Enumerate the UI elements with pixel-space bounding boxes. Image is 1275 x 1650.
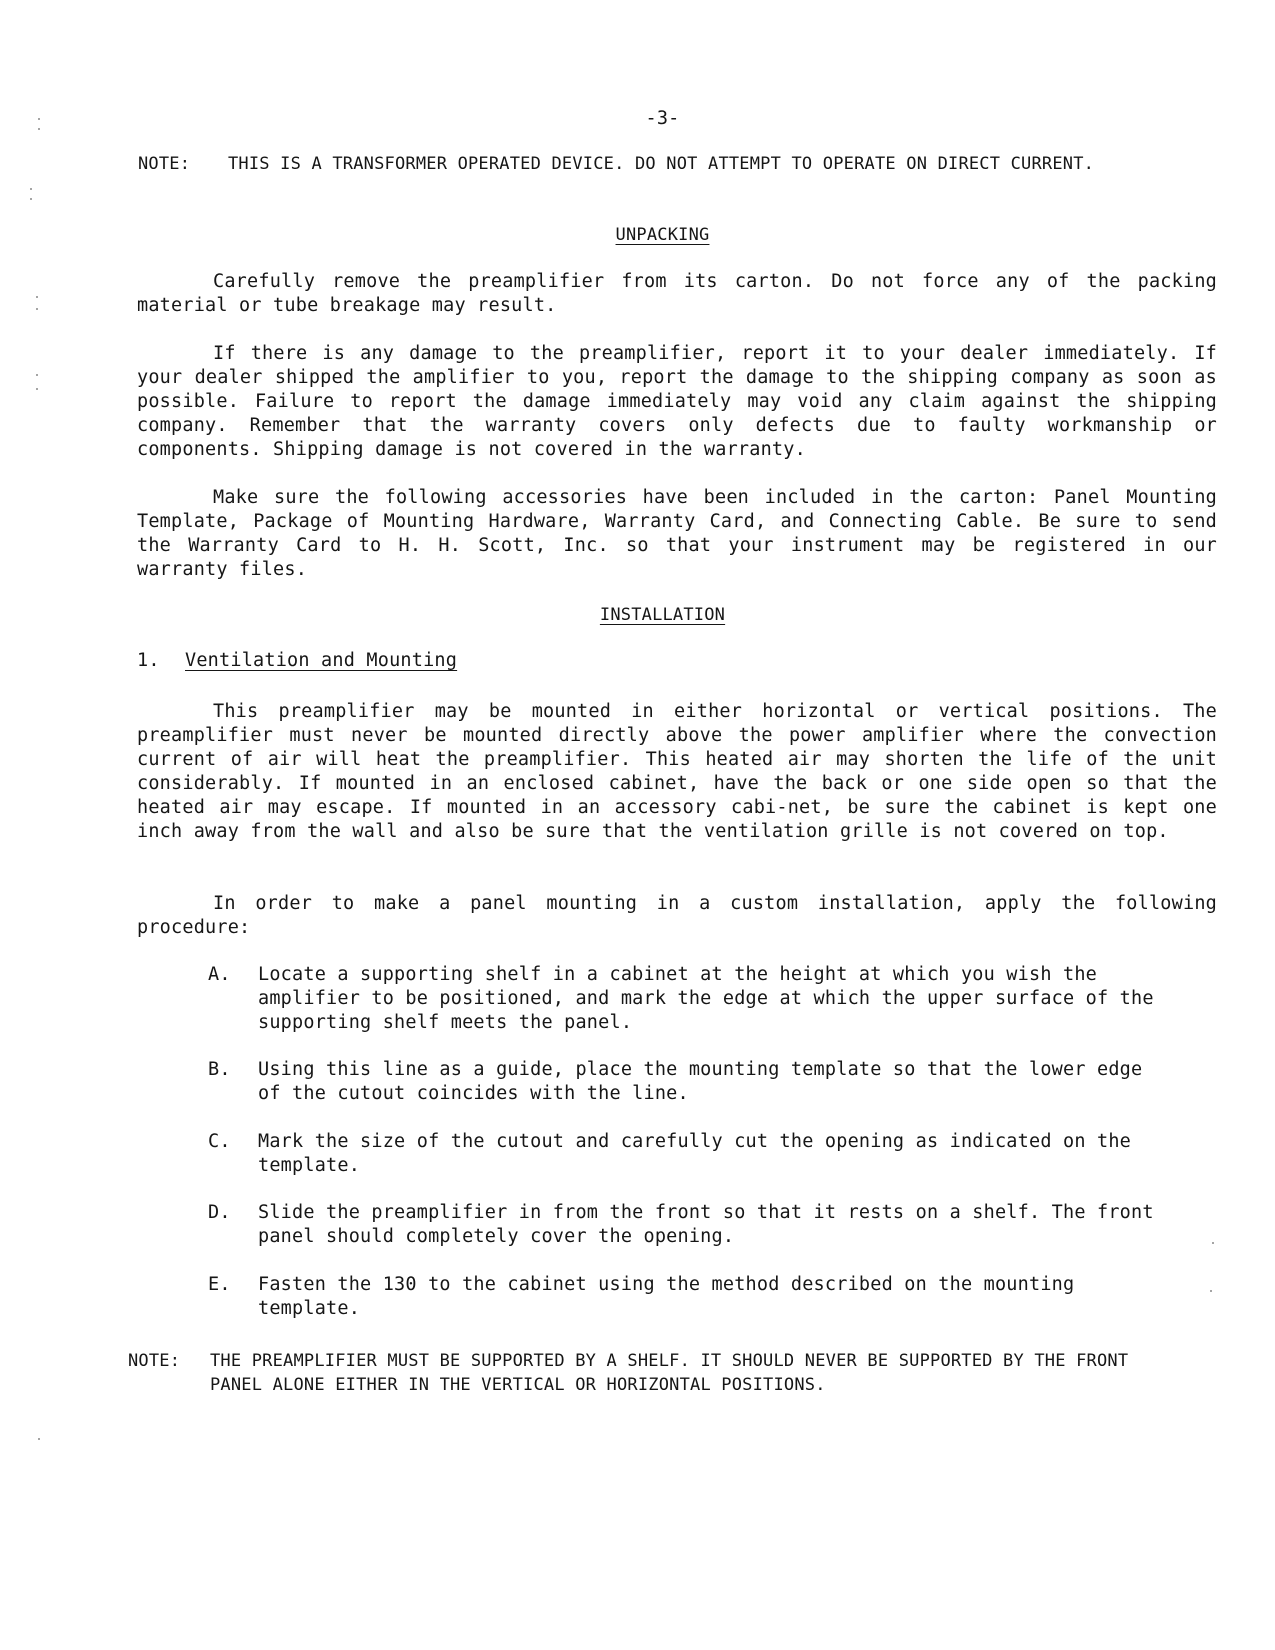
note-text: THIS IS A TRANSFORMER OPERATED DEVICE. DO NOT ATTEMPT TO OPERATE ON DIRECT CURRENT. — [228, 154, 1095, 174]
damage-paragraph: If there is any damage to the preamplifier, report it to your dealer immediately. If your dealer shipped the amplifier to you, report the damage to the shipping company as soon as possible. Failure to report the damage immediately may void any claim against the shipping company. Remember that the warranty covers only defects due to faulty workmanship or components. Shipping damage is not covered in the warranty. — [137, 343, 1217, 460]
scan-speck — [38, 128, 40, 130]
step-letter: B. — [208, 1059, 231, 1080]
section-number: 1. — [137, 650, 160, 671]
note-label: NOTE: — [138, 154, 191, 174]
note-bottom — [128, 1349, 1178, 1397]
unpacking-heading-text: UNPACKING — [615, 225, 710, 245]
step-text: Mark the size of the cutout and carefully cut the opening as indicated on the template. — [258, 1131, 1132, 1176]
step-c — [208, 1130, 1168, 1178]
scan-speck — [36, 308, 38, 310]
note-label: NOTE: — [128, 1351, 181, 1371]
note-text: THE PREAMPLIFIER MUST BE SUPPORTED BY A SHELF. IT SHOULD NEVER BE SUPPORTED BY THE FRONT PANEL ALONE EITHER IN THE VERTICAL OR HORIZONTAL POSITIONS. — [210, 1351, 1129, 1395]
step-e — [208, 1273, 1168, 1321]
step-letter: D. — [208, 1202, 231, 1223]
step-b — [208, 1058, 1168, 1106]
scan-speck — [1212, 1242, 1214, 1244]
accessories-paragraph: Make sure the following accessories have been included in the carton: Panel Mounting Template, Package of Mounting Hardware, Warranty Card, and Connecting Cable. Be sure to send the Warranty Card to H. H. Scott, Inc. so that your instrument may be registered in our warranty files. — [137, 487, 1217, 580]
unpacking-heading — [0, 224, 1275, 245]
step-letter: A. — [208, 964, 231, 985]
step-text: Using this line as a guide, place the mounting template so that the lower edge of the cutout coincides with the line. — [258, 1059, 1143, 1104]
section-title: Ventilation and Mounting — [185, 650, 458, 671]
step-text: Slide the preamplifier in from the front so that it rests on a shelf. The front panel should completely cover the opening. — [258, 1202, 1154, 1247]
step-text: Fasten the 130 to the cabinet using the method described on the mounting template. — [258, 1274, 1075, 1319]
installation-heading-text: INSTALLATION — [599, 605, 726, 625]
installation-heading — [0, 604, 1275, 625]
step-d — [208, 1201, 1168, 1249]
scan-speck — [30, 198, 32, 200]
procedure-paragraph: In order to make a panel mounting in a custom installation, apply the following procedure: — [137, 893, 1217, 938]
step-a — [208, 963, 1168, 1035]
scan-speck — [36, 388, 38, 390]
page-number: -3- — [645, 108, 680, 129]
step-text: Locate a supporting shelf in a cabinet at the height at which you wish the amplifier to be positioned, and mark the edge at which the upper surface of the supporting shelf meets the panel. — [258, 964, 1154, 1033]
step-letter: C. — [208, 1131, 231, 1152]
section-heading-ventilation — [137, 650, 937, 671]
scan-speck — [38, 118, 40, 120]
unpacking-paragraph: Carefully remove the preamplifier from its carton. Do not force any of the packing material or tube breakage may result. — [137, 271, 1217, 316]
scan-speck — [38, 1438, 40, 1440]
scan-speck — [1210, 1290, 1212, 1292]
note-top — [138, 152, 1178, 176]
ventilation-paragraph: This preamplifier may be mounted in either horizontal or vertical positions. The preamplifier must never be mounted directly above the power amplifier where the convection current of air will heat the preamplifier. This heated air may shorten the life of the unit considerably. If mounted in an enclosed cabinet, have the back or one side open so that the heated air may escape. If mounted in an accessory cabi-net, be sure the cabinet is kept one inch away from the wall and also be sure that the ventilation grille is not covered on top. — [137, 701, 1217, 842]
scan-speck — [36, 374, 38, 376]
step-letter: E. — [208, 1274, 231, 1295]
scan-speck — [36, 296, 38, 298]
scan-speck — [30, 188, 32, 190]
